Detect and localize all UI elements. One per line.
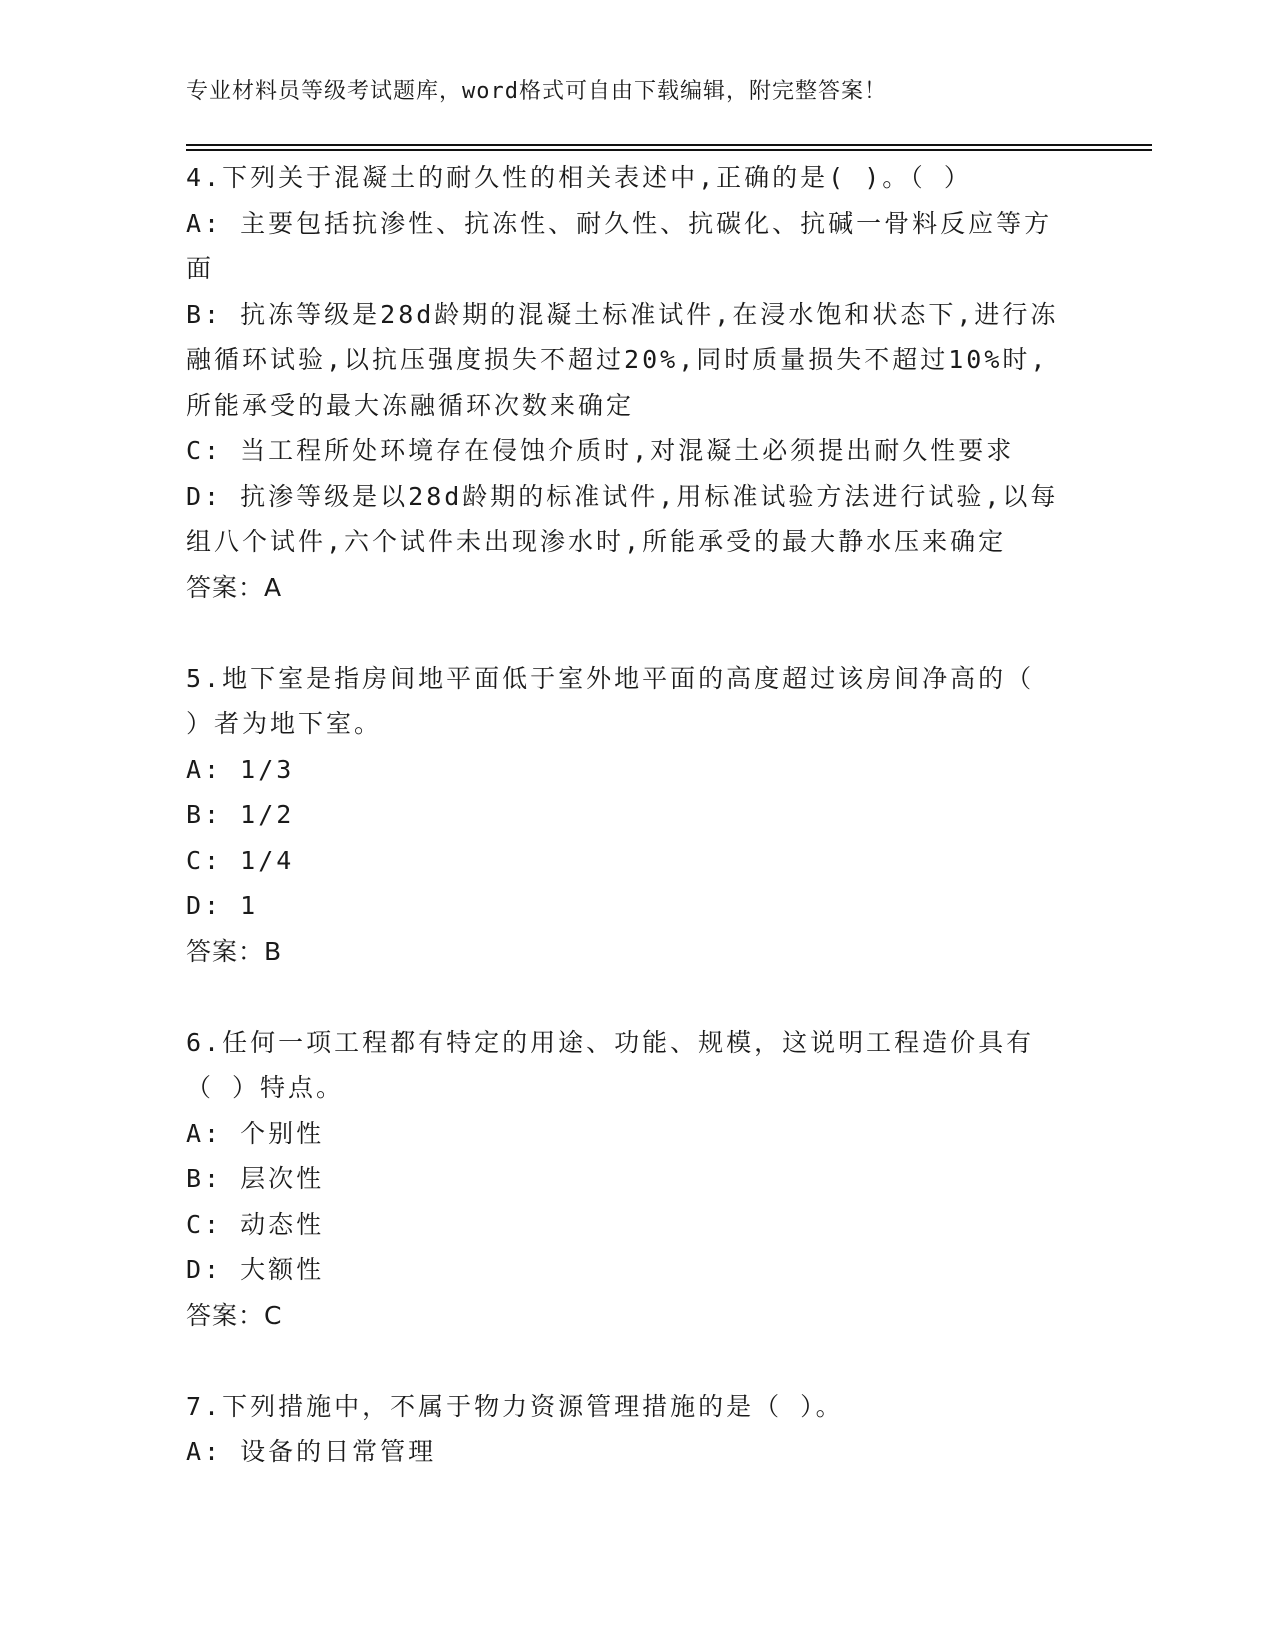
question-6 xyxy=(186,1020,1086,1339)
spacer xyxy=(186,610,1086,656)
option-line: D: 大额性 xyxy=(186,1255,325,1284)
option-line: D: 1 xyxy=(186,891,259,920)
answer-label: 答案：B xyxy=(186,936,283,966)
question-list xyxy=(186,155,1086,1475)
question-line: 所能承受的最大冻融循环次数来确定 xyxy=(186,390,635,420)
option-line: A: 1/3 xyxy=(186,754,295,784)
question-line: A: 主要包括抗渗性、抗冻性、耐久性、抗碳化、抗碱一骨料反应等方 xyxy=(186,208,1053,238)
option-line: C: 动态性 xyxy=(186,1209,325,1239)
option-line: A: 个别性 xyxy=(186,1118,325,1148)
spacer xyxy=(186,974,1086,1020)
question-line: 组八个试件,六个试件未出现渗水时,所能承受的最大静水压来确定 xyxy=(186,527,1007,556)
question-line: （ ）特点。 xyxy=(186,1073,345,1102)
answer-label: 答案：A xyxy=(186,572,283,602)
header-rule-bottom xyxy=(186,149,1152,151)
question-line: 5.地下室是指房间地平面低于室外地平面的高度超过该房间净高的（ xyxy=(186,663,1035,693)
option-line: B: 层次性 xyxy=(186,1164,325,1193)
question-line: 6.任何一项工程都有特定的用途、功能、规模，这说明工程造价具有 xyxy=(186,1027,1035,1057)
spacer xyxy=(186,1338,1086,1384)
question-line: 7.下列措施中，不属于物力资源管理措施的是（ ）。 xyxy=(186,1391,844,1421)
question-line: D: 抗渗等级是以28d龄期的标准试件,用标准试验方法进行试验,以每 xyxy=(186,481,1059,511)
option-line: B: 1/2 xyxy=(186,800,295,829)
header-rule-top xyxy=(186,144,1152,146)
answer-label: 答案：C xyxy=(186,1300,283,1330)
question-line: B: 抗冻等级是28d龄期的混凝土标准试件,在浸水饱和状态下,进行冻 xyxy=(186,299,1059,329)
question-7 xyxy=(186,1384,1086,1475)
page-header: 专业材料员等级考试题库，word格式可自由下载编辑，附完整答案！ xyxy=(186,79,887,104)
question-line: 4.下列关于混凝土的耐久性的相关表述中,正确的是( )。（ ） xyxy=(186,163,972,192)
question-line: C: 当工程所处环境存在侵蚀介质时,对混凝土必须提出耐久性要求 xyxy=(186,436,1015,465)
question-line: 面 xyxy=(186,254,215,283)
question-line: 融循环试验,以抗压强度损失不超过20%,同时质量损失不超过10%时, xyxy=(186,345,1049,374)
question-line: ）者为地下室。 xyxy=(186,709,383,738)
question-5 xyxy=(186,656,1086,975)
option-line: C: 1/4 xyxy=(186,845,295,875)
option-line: A: 设备的日常管理 xyxy=(186,1437,437,1466)
question-4 xyxy=(186,155,1086,610)
